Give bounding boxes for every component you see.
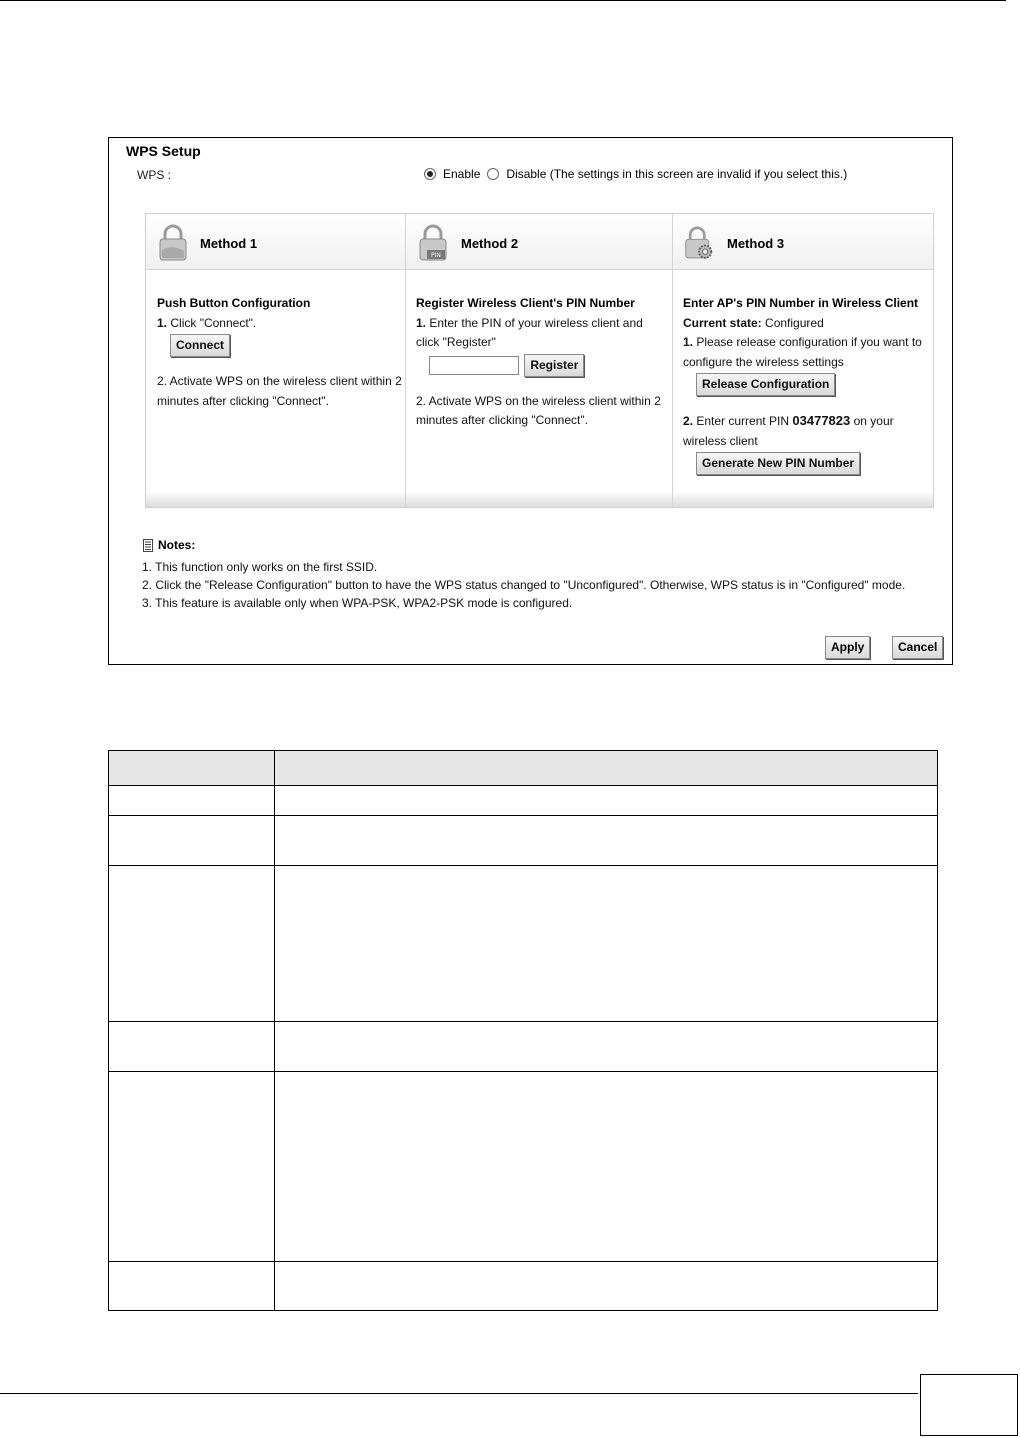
wps-label: WPS : xyxy=(137,168,172,182)
method-2-content xyxy=(416,294,666,431)
table-cell xyxy=(109,816,275,866)
lock-pin-icon xyxy=(418,222,448,262)
table-cell xyxy=(109,866,275,1022)
notes-title: Notes: xyxy=(158,538,196,552)
table-row xyxy=(109,1072,938,1262)
table-header-cell xyxy=(275,751,938,786)
wps-disable-label[interactable]: Disable (The settings in this screen are invalid if you select this.) xyxy=(506,167,848,181)
step-number: 1. xyxy=(157,315,168,330)
wps-enable-label[interactable]: Enable xyxy=(443,167,481,181)
step-text: Enter current PIN xyxy=(696,414,790,428)
ap-pin-value: 03477823 xyxy=(792,413,851,428)
method-3-content xyxy=(683,294,933,475)
method-3-step1 xyxy=(683,333,933,353)
page-number-box xyxy=(920,1374,1018,1436)
step-text: Please release configuration if you want to xyxy=(696,335,922,349)
note-item: 2. Click the "Release Configuration" button to have the WPS status changed to "Unconfigured". Otherwise, WPS status is in "Configured" mode. xyxy=(142,578,906,592)
current-state xyxy=(683,314,933,334)
method-3-step1-cont: configure the wireless settings xyxy=(683,354,844,369)
register-row xyxy=(429,354,666,383)
generate-new-pin-button[interactable]: Generate New PIN Number xyxy=(696,452,860,475)
table-row xyxy=(109,1022,938,1072)
connect-button-wrap xyxy=(170,334,402,363)
release-configuration-button[interactable]: Release Configuration xyxy=(696,373,835,396)
page-footer-rule xyxy=(0,1393,918,1394)
step-number: 1. xyxy=(683,335,694,349)
wps-disable-radio[interactable] xyxy=(487,168,499,180)
release-button-wrap xyxy=(696,373,933,402)
table-row xyxy=(109,816,938,866)
table-cell xyxy=(275,786,938,816)
note-item: 3. This feature is available only when WPA-PSK, WPA2-PSK mode is configured. xyxy=(142,596,573,610)
method-1-step1 xyxy=(157,314,402,334)
method-2-step2-cont: minutes after clicking "Connect". xyxy=(416,413,588,427)
table-row xyxy=(109,866,938,1022)
method-1-step2-cont: minutes after clicking "Connect". xyxy=(157,393,329,408)
column-divider xyxy=(405,214,406,507)
table-header-cell xyxy=(109,751,275,786)
notes-header xyxy=(143,538,195,552)
wps-methods-panel xyxy=(145,213,934,508)
lock-icon xyxy=(158,222,188,262)
method-1-title: Method 1 xyxy=(200,236,258,251)
page-top-rule xyxy=(0,0,1006,1)
register-button[interactable]: Register xyxy=(524,354,584,377)
method-3-step2 xyxy=(683,411,933,432)
table-row xyxy=(109,1262,938,1311)
pin-icon-text: PIN xyxy=(431,252,441,259)
method-2-heading: Register Wireless Client's PIN Number xyxy=(416,296,635,310)
method-3-heading: Enter AP's PIN Number in Wireless Client xyxy=(683,296,919,310)
current-state-label: Current state: xyxy=(683,315,762,330)
method-1-content xyxy=(157,294,402,411)
method-1-heading: Push Button Configuration xyxy=(157,296,311,310)
current-state-value: Configured xyxy=(765,315,824,330)
table-row xyxy=(109,786,938,816)
cancel-button[interactable]: Cancel xyxy=(892,636,943,659)
method-1-step2: 2. Activate WPS on the wireless client within 2 xyxy=(157,374,402,388)
methods-footer-bar xyxy=(146,491,933,507)
table-cell xyxy=(275,1022,938,1072)
table-cell xyxy=(275,1262,938,1311)
table-cell xyxy=(109,1022,275,1072)
method-2-step1-cont: click "Register" xyxy=(416,335,496,349)
apply-button[interactable]: Apply xyxy=(825,636,870,659)
table-cell xyxy=(275,816,938,866)
step-text: Enter the PIN of your wireless client and xyxy=(429,315,643,330)
note-icon xyxy=(143,539,153,552)
step-number: 2. xyxy=(683,414,694,428)
table-cell xyxy=(109,1262,275,1311)
connect-button[interactable]: Connect xyxy=(170,334,230,357)
notes-list xyxy=(142,558,905,612)
table-cell xyxy=(109,1072,275,1262)
generate-button-wrap xyxy=(696,452,933,475)
wps-setup-screen xyxy=(108,137,953,665)
method-2-title: Method 2 xyxy=(461,236,519,251)
method-3-step2-cont: wireless client xyxy=(683,433,758,448)
wps-enable-radio[interactable] xyxy=(424,168,436,180)
table-cell xyxy=(275,866,938,1022)
method-3-title: Method 3 xyxy=(727,236,785,251)
wps-radio-group xyxy=(424,167,854,181)
column-divider xyxy=(672,214,673,507)
step-text: Click "Connect". xyxy=(170,315,257,330)
step-number: 1. xyxy=(416,315,427,330)
field-description-table xyxy=(108,750,938,1311)
table-cell xyxy=(109,786,275,816)
methods-header-bar xyxy=(146,214,933,270)
method-2-step1 xyxy=(416,314,666,334)
note-item: 1. This function only works on the first SSID. xyxy=(142,560,378,574)
table-cell xyxy=(275,1072,938,1262)
table-header-row xyxy=(109,751,938,786)
client-pin-input[interactable] xyxy=(429,356,519,375)
step-text: on your xyxy=(853,414,894,428)
method-2-step2: 2. Activate WPS on the wireless client within 2 xyxy=(416,393,661,408)
page-title: WPS Setup xyxy=(126,143,201,159)
lock-gear-icon xyxy=(684,222,714,262)
